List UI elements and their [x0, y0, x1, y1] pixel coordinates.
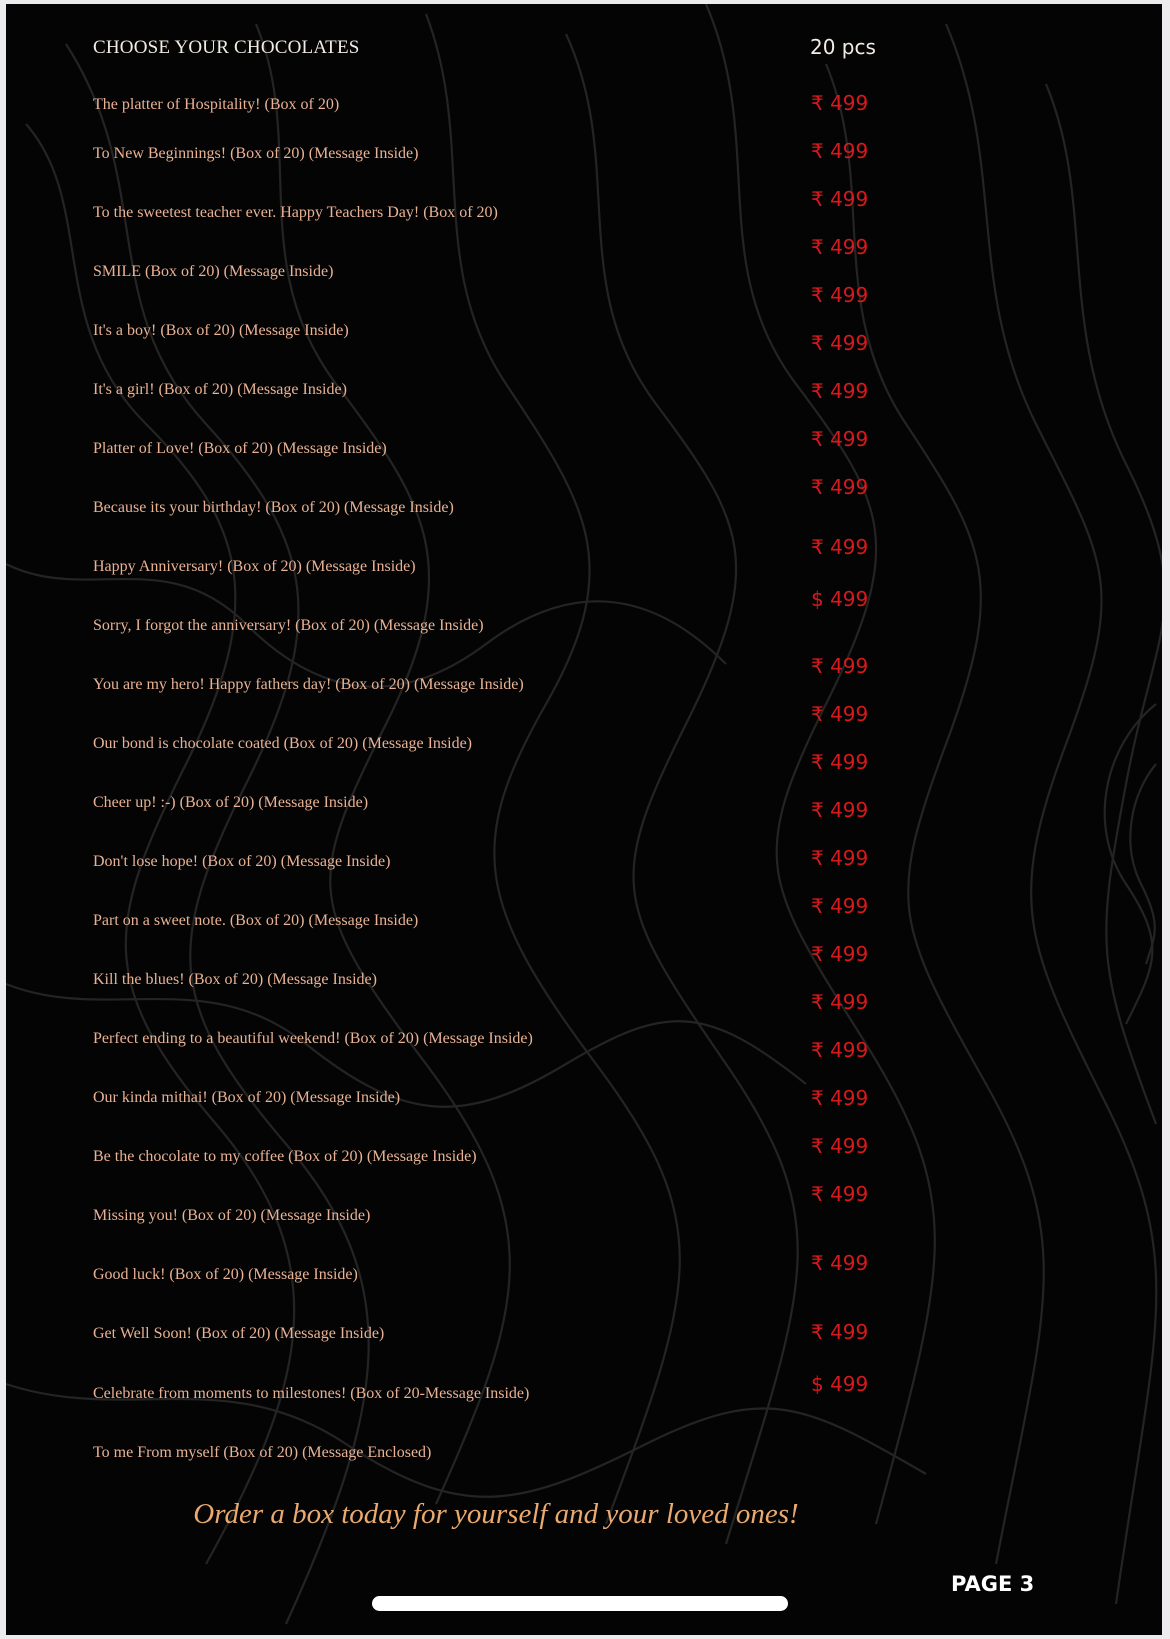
item-price: ₹ 499: [811, 331, 869, 355]
item-price: ₹ 499: [811, 702, 869, 726]
home-indicator[interactable]: [372, 1596, 788, 1611]
item-name: SMILE (Box of 20) (Message Inside): [93, 263, 334, 280]
item-price: ₹ 499: [811, 1134, 869, 1158]
item-price: ₹ 499: [811, 1182, 869, 1206]
item-price: ₹ 499: [811, 654, 869, 678]
item-price: ₹ 499: [811, 427, 869, 451]
item-name: Be the chocolate to my coffee (Box of 20) (Message Inside): [93, 1148, 477, 1165]
item-name: To the sweetest teacher ever. Happy Teachers Day! (Box of 20): [93, 204, 498, 221]
item-name: Happy Anniversary! (Box of 20) (Message Inside): [93, 558, 416, 575]
item-name: To me From myself (Box of 20) (Message Enclosed): [93, 1444, 432, 1461]
page-number: PAGE 3: [951, 1572, 1035, 1596]
item-name: Good luck! (Box of 20) (Message Inside): [93, 1266, 358, 1283]
item-name: Missing you! (Box of 20) (Message Inside): [93, 1207, 371, 1224]
menu-page: [6, 4, 1162, 1635]
item-name: Get Well Soon! (Box of 20) (Message Inside): [93, 1325, 385, 1342]
item-name: Sorry, I forgot the anniversary! (Box of 20) (Message Inside): [93, 617, 484, 634]
item-price: ₹ 499: [811, 942, 869, 966]
item-price: ₹ 499: [811, 846, 869, 870]
item-name: Cheer up! :-) (Box of 20) (Message Inside): [93, 794, 369, 811]
item-price: $ 499: [811, 587, 869, 611]
item-price: ₹ 499: [811, 1251, 869, 1275]
item-price: ₹ 499: [811, 535, 869, 559]
item-name: Because its your birthday! (Box of 20) (Message Inside): [93, 499, 454, 516]
item-price: ₹ 499: [811, 379, 869, 403]
item-name: Our kinda mithai! (Box of 20) (Message Inside): [93, 1089, 401, 1106]
item-price: ₹ 499: [811, 91, 869, 115]
item-price: ₹ 499: [811, 139, 869, 163]
item-price: ₹ 499: [811, 750, 869, 774]
item-price: ₹ 499: [811, 1038, 869, 1062]
item-name: Don't lose hope! (Box of 20) (Message Inside): [93, 853, 391, 870]
tagline: Order a box today for yourself and your loved ones!: [193, 1498, 799, 1530]
item-price: ₹ 499: [811, 798, 869, 822]
item-name: Perfect ending to a beautiful weekend! (Box of 20) (Message Inside): [93, 1030, 533, 1047]
item-name: Platter of Love! (Box of 20) (Message Inside): [93, 440, 387, 457]
item-name: To New Beginnings! (Box of 20) (Message Inside): [93, 145, 419, 162]
item-name: Celebrate from moments to milestones! (Box of 20-Message Inside): [93, 1385, 530, 1402]
item-price: ₹ 499: [811, 283, 869, 307]
item-name: It's a boy! (Box of 20) (Message Inside): [93, 322, 349, 339]
item-name: Kill the blues! (Box of 20) (Message Inside): [93, 971, 377, 988]
item-price: ₹ 499: [811, 894, 869, 918]
item-name: You are my hero! Happy fathers day! (Box of 20) (Message Inside): [93, 676, 524, 693]
item-price: ₹ 499: [811, 1086, 869, 1110]
quantity-label: 20 pcs: [810, 35, 876, 59]
item-name: The platter of Hospitality! (Box of 20): [93, 96, 340, 113]
item-price: ₹ 499: [811, 187, 869, 211]
item-price: ₹ 499: [811, 1320, 869, 1344]
item-name: It's a girl! (Box of 20) (Message Inside): [93, 381, 347, 398]
item-name: Part on a sweet note. (Box of 20) (Message Inside): [93, 912, 419, 929]
item-name: Our bond is chocolate coated (Box of 20) (Message Inside): [93, 735, 472, 752]
item-price: $ 499: [811, 1372, 869, 1396]
item-price: ₹ 499: [811, 235, 869, 259]
item-price: ₹ 499: [811, 990, 869, 1014]
item-price: ₹ 499: [811, 475, 869, 499]
section-title: CHOOSE YOUR CHOCOLATES: [93, 37, 360, 58]
